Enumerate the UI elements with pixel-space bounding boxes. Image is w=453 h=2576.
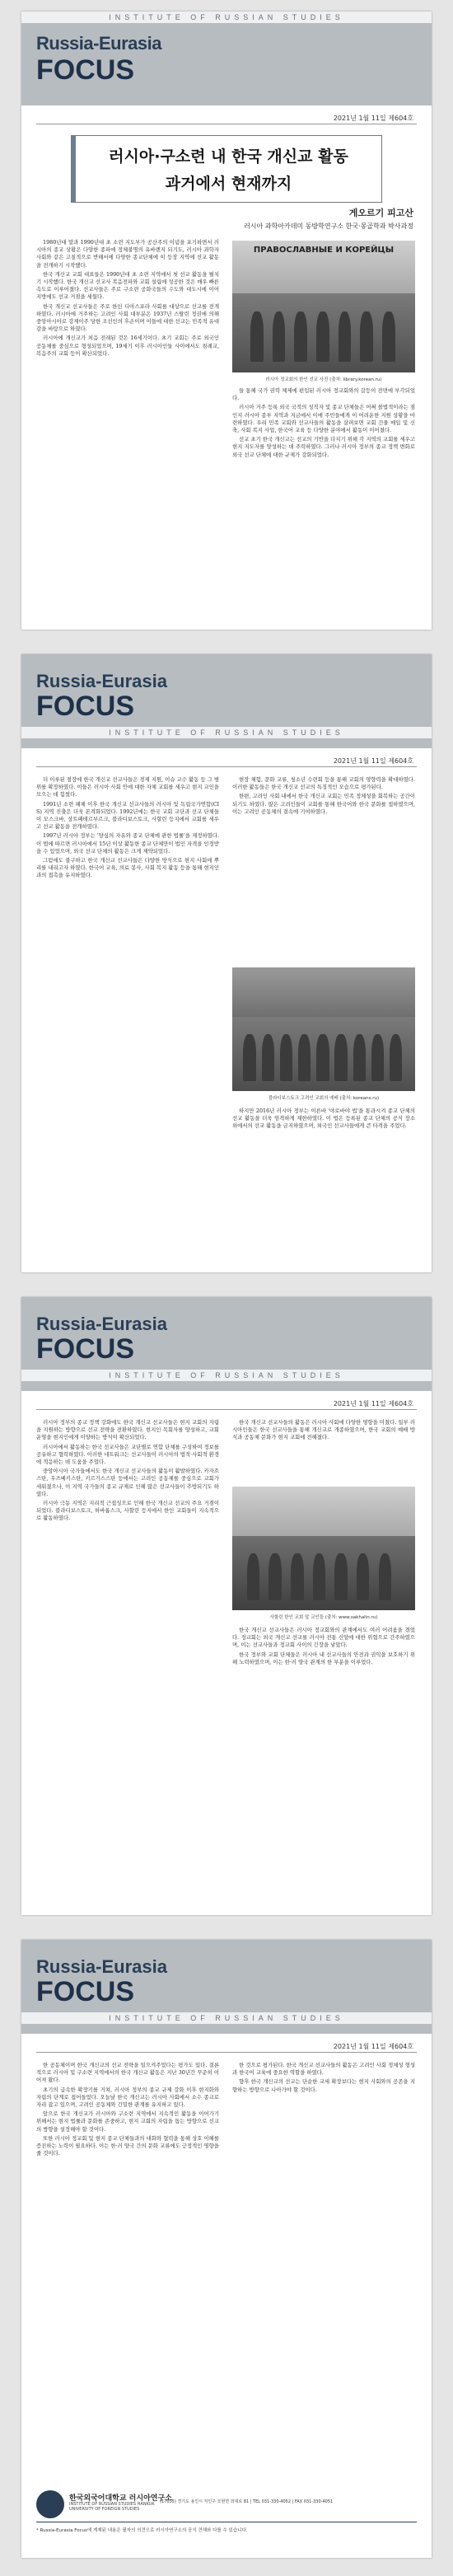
photo-sakhalin-church bbox=[232, 1487, 415, 1610]
footer bbox=[36, 2490, 417, 2548]
institute-line: INSTITUTE OF RUSSIAN STUDIES bbox=[21, 2012, 432, 2024]
divider bbox=[36, 1409, 417, 1410]
org-name-en: INSTITUTE OF RUSSIAN STUDIES HANKUK UNIVERSITY OF FOREIGN STUDIES bbox=[69, 2502, 155, 2512]
masthead-title-line1: Russia-Eurasia bbox=[36, 1314, 167, 1334]
column-right bbox=[232, 1419, 415, 1444]
paragraph: 더 이루된 점장에 한국 개신교 선교사들은 경제 지원, 이슈 교수 활동 등 그 범위를 확장하였다. 이들은 러시아 사회 안에 대한 자체 교회를 세우고 현지 교인을 모으는 데 힘썼다. bbox=[36, 776, 219, 799]
column-left bbox=[36, 776, 219, 882]
paragraph: 한 것으로 평가된다. 한국 개신교 선교사들의 활동은 고려인 사회 정체성 형성과 한국어 교육에 중요한 역할을 하였다. bbox=[232, 2062, 415, 2077]
masthead bbox=[21, 1297, 432, 1391]
photo-caption: 러시아 정교회의 한인 선교 사진 (출처: library.korean.ru) bbox=[265, 377, 382, 382]
paragraph: 한국 정부와 교회 단체들은 러시아 내 선교사들의 안전과 권익을 보호하기 위해 노력하였으며, 이는 한·러 양국 관계의 한 부분을 이루었다. bbox=[232, 1651, 415, 1665]
column-right-continued bbox=[232, 1627, 415, 1668]
divider bbox=[36, 2052, 417, 2053]
issue-date: 2021년 1월 11일 제604호 bbox=[333, 115, 413, 122]
paragraph: 한국 개신교 선교사들은 주로 한인 디아스포라 사회를 대상으로 선교를 전개하였다. 러시아에 거주하는 고려인 사회 대부분은 1937년 스탈린 정권에 의해 중앙아시아로 강제이주 당한 조선인의 후손이며 이들에 대한 선교는 민족적 유대감을 바탕으로 하였다. bbox=[36, 302, 220, 333]
paragraph: 1980년대 말과 1990년대 초 소련 지도부가 공산주의 이념을 포기하면서 러시아의 종교 상황은 다양한 종파에 정체불명의 유바렌지 되기도, 러시아 과학자 사회와 같은 고질적으로 반해서에 다양한 종교단체에 이 등장 지역에 선교 활동을 전개하기 시작했다. bbox=[36, 239, 219, 269]
paragraph: 들 통해 국가 권력 체제에 편입된 러시아 정교회와의 갈등이 전면에 부각되었다. bbox=[232, 387, 415, 402]
paragraph: 향후 한국 개신교의 선교는 단순한 교세 확장보다는 현지 사회와의 공존을 지향하는 방향으로 나아가야 할 것이다. bbox=[232, 2078, 415, 2093]
photo-title: ПРАВОСЛАВНЫЕ И КОРЕЙЦЫ bbox=[253, 246, 395, 255]
paragraph: 현장 체험, 문화 교류, 청소년 수련회 등을 통해 교회의 영향력을 확대하였다. 이러한 활동들은 한국 개신교 선교의 특징적인 모습으로 평가된다. bbox=[232, 776, 415, 791]
disclaimer: * Russia-Eurasia Focus에 게재된 내용은 필자의 의견으로 러시아연구소의 공식 견해와 다를 수 있습니다. bbox=[36, 2528, 248, 2533]
photo-orthodox-koreans bbox=[232, 241, 415, 372]
paragraph: 한 공동체이며 한국 개신교의 선교 전략을 일으켜주었다는 평가도 있다. 결론적으로 러시아 및 구소련 지역에서의 한국 개신교 활동은 지난 30년간 꾸준히 이어져 왔다. bbox=[36, 2062, 219, 2084]
headline-box bbox=[71, 135, 382, 203]
paragraph: 한편, 고려인 사회 내에서 한국 개신교 교회는 민족 정체성을 회복하는 공간이 되기도 하였다. 많은 고려인들이 교회를 통해 한국어와 한국 문화를 접하였으며, 이는 고려인 공동체의 결속에 기여하였다. bbox=[232, 793, 415, 815]
page-4 bbox=[21, 1940, 432, 2558]
masthead bbox=[21, 12, 432, 105]
paragraph: 러시아 극동 지역은 지리적 근접성으로 인해 한국 개신교 선교의 주요 거점이 되었다. 블라디보스토크, 하바롭스크, 사할린 등지에서 한인 교회들이 지속적으로 활동하였다. bbox=[36, 1500, 219, 1522]
paragraph: 한국 개신교 선교사들의 활동은 러시아 사회에 다양한 영향을 미쳤다. 일부 러시아인들은 한국 선교사들을 통해 개신교로 개종하였으며, 한국 교회의 예배 방식과 공동체 문화가 현지 교회에 전해졌다. bbox=[232, 1419, 415, 1441]
column-left bbox=[36, 1419, 219, 1525]
paragraph: 러시아 정부의 종교 정책 강화에도 한국 개신교 선교사들은 현지 교회의 자립을 지원하는 방향으로 선교 전략을 전환하였다. 현지인 목회자를 양성하고, 교회 운영을 현지인에게 이양하는 방식이 확산되었다. bbox=[36, 1419, 219, 1441]
paragraph: 러시아에 개신교가 처음 전래된 것은 16세기이다. 초기 교회는 주로 외국인 공동체를 중심으로 형성되었으며, 19세기 이후 러시아인들 사이에서도 침례교, 복음주의 교회 등이 확산되었다. bbox=[36, 335, 219, 357]
institute-logo bbox=[36, 2490, 64, 2518]
paragraph: 선교 초기 한국 개신교는 선교의 기반을 다지기 위해 각 지역의 교회를 세우고 현지 지도자를 양성하는 데 주력하였다. 그러나 러시아 정부의 종교 정책 변화로 외국 선교 단체에 대한 규제가 강화되었다. bbox=[232, 436, 415, 458]
column-right bbox=[232, 776, 415, 817]
column-right-continued bbox=[232, 1108, 415, 1132]
page-2 bbox=[21, 654, 432, 1272]
address: (17035) 경기도 용인시 처인구 모현면 외대로 81 | TEL 031-330-4052 | FAX 031-330-4051 bbox=[160, 2499, 334, 2504]
headline-line2: 과거에서 현재까지 bbox=[165, 175, 292, 193]
column-left bbox=[36, 2062, 219, 2159]
masthead-title-line1: Russia-Eurasia bbox=[36, 33, 161, 54]
issue-date: 2021년 1월 11일 제604호 bbox=[333, 757, 413, 765]
divider bbox=[36, 766, 417, 767]
paragraph: 초기의 급속한 확장기를 거쳐, 러시아 정부의 종교 규제 강화 이후 현지화와 자립의 단계로 접어들었다. 오늘날 한국 개신교는 러시아 사회에서 소수 종교로 자리 잡고 있으며, 고려인 공동체와 긴밀한 관계를 유지하고 있다. bbox=[36, 2086, 219, 2109]
page-3 bbox=[21, 1297, 432, 1915]
paragraph: 한국 개신교 교회 대표들은 1990년대 초 소련 지역에서 첫 선교 활동을 펼치기 시작했다. 한국 개신교 선교사 복음전파와 교회 설립에 성공한 것은 매우 빠른 속도로 이루어졌다. 선교사들은 주로 구소련 공화국들의 수도와 대도시에 이어 지방에도 선교 거점을 세웠다. bbox=[36, 270, 219, 301]
institute-line: INSTITUTE OF RUSSIAN STUDIES bbox=[21, 727, 432, 738]
masthead bbox=[21, 1940, 432, 2034]
paragraph: 1997년 러시아 정부는 '양심의 자유와 종교 단체에 관한 법률'을 제정하였다. 이 법에 따르면 러시아에서 15년 이상 활동한 종교 단체만이 법인 자격을 인정받을 수 있었으며, 외국 선교 단체의 활동은 크게 제약되었다. bbox=[36, 832, 219, 855]
photo-caption: 블라디보스토크 고려인 교회의 예배 (출처: koreans.ru) bbox=[268, 1096, 380, 1101]
issue-date: 2021년 1월 11일 제604호 bbox=[333, 1400, 413, 1407]
masthead-title-line2: FOCUS bbox=[36, 1976, 134, 2007]
photo-caption: 사할린 한인 교회 앞 교인들 (출처: www.sakhalin.ru) bbox=[269, 1615, 378, 1620]
photo-church-service bbox=[232, 967, 415, 1091]
masthead-title-line1: Russia-Eurasia bbox=[36, 1956, 167, 1977]
headline-line1: 러시아·구소련 내 한국 개신교 활동 bbox=[109, 148, 348, 166]
masthead-title-line1: Russia-Eurasia bbox=[36, 671, 167, 691]
paragraph: 앞으로 한국 개신교가 러시아와 구소련 지역에서 지속적인 활동을 이어가기 위해서는 현지 법률과 문화를 존중하고, 현지 교회의 자립을 돕는 방향으로 선교의 방향을 설정해야 할 것이다. bbox=[36, 2110, 219, 2133]
paragraph: 러시아 거주 등록 외국 국적의 성직자 및 종교 단체들은 어쩌 볼법적이라는 점인지 러시아 종부 지역과 지금에서 이에 주민들에게 이 어려운한 지원 상황을 마련하였다. 우리 민족 교회와 선교사들의 활동을 살펴보면 교회 건물 매입 및 신축, 사회 복지 사업, 한국어 교육 등 다양한 분야에서 활동이 이어졌다. bbox=[232, 404, 415, 434]
author-name: 게오르기 피고산 bbox=[348, 208, 413, 218]
paragraph: 한국 개신교 선교사들은 러시아 정교회와의 관계에서도 여러 어려움을 겪었다. 정교회는 외국 개신교 선교를 러시아 전통 신앙에 대한 위협으로 간주하였으며, 이는 선교사들과 정교회 사이의 긴장을 낳았다. bbox=[232, 1627, 415, 1649]
org-name: 한국외국어대학교 러시아연구소 bbox=[69, 2494, 172, 2503]
paragraph: 하지만 2016년 러시아 정부는 이른바 '야로바야 법'을 통과시켜 종교 단체의 선교 활동을 더욱 엄격하게 제한하였다. 이 법은 등록된 종교 단체의 공식 장소 외에서의 선교 활동을 금지하였으며, 외국인 선교사들에게 큰 타격을 주었다. bbox=[232, 1108, 415, 1130]
column-right bbox=[232, 2062, 415, 2096]
author-block bbox=[244, 206, 413, 231]
column-right bbox=[232, 387, 415, 461]
column-left bbox=[36, 239, 219, 359]
paragraph: 1991년 소련 해체 이후 한국 개신교 선교사들의 러시아 및 독립국가연합(CIS) 지역 진출은 더욱 본격화되었다. 1992년에는 한국 교회 교단과 선교 단체들이 모스크바, 상트페테르부르크, 블라디보스토크, 사할린 등지에서 교회를 세우고 선교 활동을 전개하였다. bbox=[36, 800, 219, 831]
paragraph: 중앙아시아 국가들에서도 한국 개신교 선교사들의 활동이 활발하였다. 카자흐스탄, 우즈베키스탄, 키르기스스탄 등에서는 고려인 공동체를 중심으로 교회가 세워졌으나, 이 지역 국가들의 종교 규제로 인해 많은 선교사들이 추방되기도 하였다. bbox=[36, 1468, 219, 1497]
paragraph: 러시아에서 활동하는 한국 선교사들은 교단별로 연합 단체를 구성하여 정보를 공유하고 협력하였다. 이러한 네트워크는 선교사들이 러시아의 법적·사회적 환경에 적응하는 데 도움을 주었다. bbox=[36, 1443, 220, 1466]
institute-line: INSTITUTE OF RUSSIAN STUDIES bbox=[21, 1370, 432, 1381]
author-affiliation: 러시아 과학아카데미 동방학연구소 한국·몽골학과 박사과정 bbox=[244, 222, 413, 230]
paragraph: 그럼에도 불구하고 한국 개신교 선교사들은 다양한 방식으로 현지 사회에 뿌리를 내리고자 하였다. 한국어 교육, 의료 봉사, 사회 복지 활동 등을 통해 현지인과의 접촉을 유지하였다. bbox=[36, 857, 219, 879]
masthead-title-line2: FOCUS bbox=[36, 54, 134, 86]
masthead bbox=[21, 654, 432, 748]
masthead-title-line2: FOCUS bbox=[36, 1333, 134, 1365]
page-1 bbox=[21, 12, 432, 630]
paragraph: 또한 러시아 정교회 및 현지 종교 단체들과의 대화와 협력을 통해 상호 이해를 증진하는 노력이 필요하다. 이는 한·러 양국 간의 문화 교류에도 긍정적인 영향을 줄 것이다. bbox=[36, 2134, 219, 2157]
masthead-title-line2: FOCUS bbox=[36, 691, 134, 722]
institute-line: INSTITUTE OF RUSSIAN STUDIES bbox=[21, 12, 432, 23]
issue-date: 2021년 1월 11일 제604호 bbox=[333, 2043, 413, 2050]
